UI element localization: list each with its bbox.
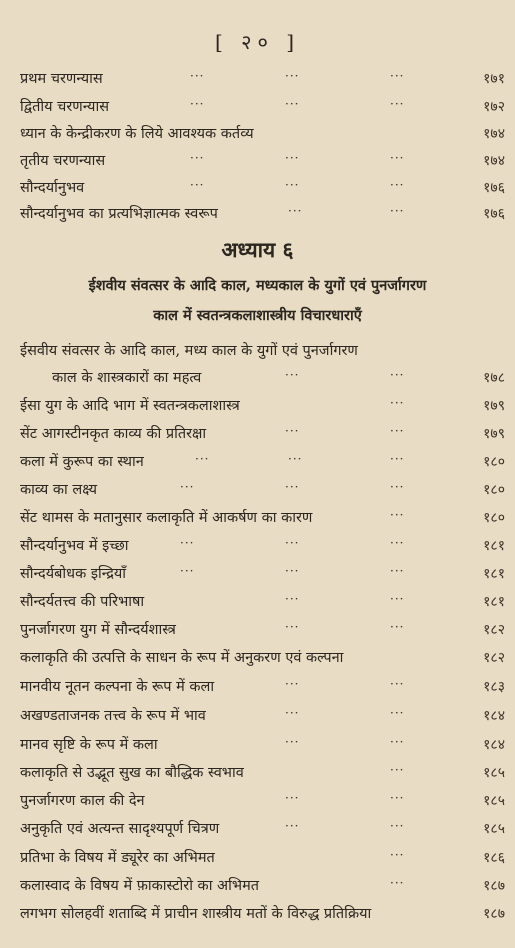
leader-dots: ··· [390, 819, 405, 833]
leader-dots: ··· [288, 204, 303, 218]
leader-dots: ··· [285, 706, 300, 720]
entry-title: सौन्दर्यानुभव में इच्छा [20, 538, 129, 554]
entry-page: १८० [483, 482, 505, 498]
toc-entry [20, 421, 505, 447]
entry-page: १८७ [483, 906, 505, 922]
entry-title: सौन्दर्यानुभव [20, 180, 85, 196]
entry-page: १८१ [483, 566, 505, 582]
toc-entry [20, 901, 505, 927]
toc-entry [20, 703, 505, 729]
leader-dots: ··· [390, 876, 405, 890]
leader-dots: ··· [288, 452, 303, 466]
leader-dots: ··· [285, 424, 300, 438]
entry-title: प्रथम चरणन्यास [20, 71, 103, 87]
entry-title: सौन्दर्यानुभव का प्रत्यभिज्ञात्मक स्वरूप [20, 206, 218, 222]
leader-dots: ··· [390, 204, 405, 218]
entry-title: काल के शास्त्रकारों का महत्व [52, 370, 202, 386]
entry-page: १८५ [483, 765, 505, 781]
entry-title: काव्य का लक्ष्य [20, 482, 98, 498]
leader-dots: ··· [390, 706, 405, 720]
entry-page: १८६ [483, 850, 505, 866]
chapter-heading: अध्याय ६ [221, 237, 294, 262]
toc-entry [20, 393, 505, 419]
leader-dots: ··· [285, 151, 300, 165]
entry-page: १८५ [483, 821, 505, 837]
toc-entry [20, 732, 505, 758]
entry-title: सेंट आगस्टीनकृत काव्य की प्रतिरक्षा [20, 426, 207, 442]
leader-dots: ··· [180, 480, 195, 494]
leader-dots: ··· [285, 480, 300, 494]
entry-page: १८० [483, 454, 505, 470]
entry-title: लगभग सोलहवीं शताब्दि में प्राचीन शास्त्रीय मतों के विरुद्ध प्रतिक्रिया [20, 906, 372, 922]
chapter-subtitle: काल में स्वतन्त्रकलाशास्त्रीय विचारधाराएँ [153, 307, 362, 324]
toc-entry [20, 760, 505, 786]
toc-entry [20, 121, 505, 147]
entry-page: १८१ [483, 538, 505, 554]
entry-title: अखण्डताजनक तत्त्व के रूप में भाव [20, 708, 206, 724]
leader-dots: ··· [390, 508, 405, 522]
toc-entry [20, 589, 505, 615]
toc-entry [20, 477, 505, 503]
leader-dots: ··· [390, 791, 405, 805]
leader-dots: ··· [285, 735, 300, 749]
entry-title: कलाकृति की उत्पत्ति के साधन के रूप में अनुकरण एवं कल्पना [20, 650, 344, 666]
entry-title: ईसवीय संवत्सर के आदि काल, मध्य काल के युगों एवं पुनर्जागरण [20, 343, 358, 359]
leader-dots: ··· [285, 368, 300, 382]
entry-page: १७८ [483, 370, 505, 386]
entry-title: अनुकृति एवं अत्यन्त सादृश्यपूर्ण चित्रण [20, 821, 220, 837]
entry-page: १८७ [483, 878, 505, 894]
page-number: [ २० ] [214, 30, 301, 54]
entry-title: ध्यान के केन्द्रीकरण के लिये आवश्यक कर्तव्य [20, 126, 254, 142]
leader-dots: ··· [180, 536, 195, 550]
entry-page: १८० [483, 510, 505, 526]
leader-dots: ··· [285, 69, 300, 83]
leader-dots: ··· [390, 368, 405, 382]
toc-entry [20, 66, 505, 92]
entry-title: कला में कुरूप का स्थान [20, 454, 144, 470]
entry-page: १८४ [483, 737, 505, 753]
leader-dots: ··· [285, 819, 300, 833]
entry-page: १७९ [483, 398, 505, 414]
entry-title: ईसा युग के आदि भाग में स्वतन्त्रकलाशास्त्र [20, 398, 240, 414]
toc-entry [20, 449, 505, 475]
entry-page: १७४ [483, 126, 505, 142]
entry-title: प्रतिभा के विषय में ड्यूरेर का अभिमत [20, 850, 215, 866]
leader-dots: ··· [285, 97, 300, 111]
entry-title: सेंट थामस के मतानुसार कलाकृति में आकर्षण का कारण [20, 510, 313, 526]
leader-dots: ··· [285, 791, 300, 805]
entry-page: १७४ [483, 153, 505, 169]
leader-dots: ··· [195, 452, 210, 466]
leader-dots: ··· [390, 763, 405, 777]
entry-title: द्वितीय चरणन्यास [20, 99, 109, 115]
entry-page: १७२ [483, 99, 505, 115]
leader-dots: ··· [285, 564, 300, 578]
toc-entry [20, 645, 505, 671]
toc-entry [20, 845, 505, 871]
leader-dots: ··· [285, 536, 300, 550]
toc-entry [20, 561, 505, 587]
toc-entry [20, 873, 505, 899]
leader-dots: ··· [190, 97, 205, 111]
toc-entry [20, 816, 505, 842]
leader-dots: ··· [190, 178, 205, 192]
entry-page: १८१ [483, 594, 505, 610]
entry-page: १७६ [483, 206, 505, 222]
leader-dots: ··· [390, 735, 405, 749]
leader-dots: ··· [390, 151, 405, 165]
leader-dots: ··· [190, 69, 205, 83]
leader-dots: ··· [390, 69, 405, 83]
toc-entry [20, 175, 505, 201]
leader-dots: ··· [180, 564, 195, 578]
entry-page: १८२ [483, 622, 505, 638]
toc-entry [20, 533, 505, 559]
toc-entry [20, 674, 505, 700]
toc-entry [20, 788, 505, 814]
toc-entry [20, 94, 505, 120]
entry-title: कलाकृति से उद्भूत सुख का बौद्धिक स्वभाव [20, 765, 244, 781]
leader-dots: ··· [190, 151, 205, 165]
entry-page: १८४ [483, 708, 505, 724]
leader-dots: ··· [285, 592, 300, 606]
toc-entry [20, 505, 505, 531]
entry-page: १८३ [483, 679, 505, 695]
leader-dots: ··· [390, 620, 405, 634]
toc-entry [20, 365, 505, 391]
entry-page: १७१ [483, 71, 505, 87]
leader-dots: ··· [390, 396, 405, 410]
toc-entry [20, 148, 505, 174]
leader-dots: ··· [390, 424, 405, 438]
leader-dots: ··· [390, 178, 405, 192]
leader-dots: ··· [390, 848, 405, 862]
entry-page: १७९ [483, 426, 505, 442]
leader-dots: ··· [390, 677, 405, 691]
leader-dots: ··· [285, 620, 300, 634]
leader-dots: ··· [390, 480, 405, 494]
toc-entry [20, 338, 505, 364]
leader-dots: ··· [390, 564, 405, 578]
entry-page: १८५ [483, 793, 505, 809]
leader-dots: ··· [285, 677, 300, 691]
chapter-subtitle: ईशवीय संवत्सर के आदि काल, मध्यकाल के युगों एवं पुनर्जागरण [88, 277, 427, 294]
leader-dots: ··· [285, 178, 300, 192]
leader-dots: ··· [390, 452, 405, 466]
leader-dots: ··· [390, 592, 405, 606]
leader-dots: ··· [390, 97, 405, 111]
entry-title: सौन्दर्यबोधक इन्द्रियाँ [20, 566, 127, 582]
entry-page: १७६ [483, 180, 505, 196]
toc-entry [20, 201, 505, 227]
entry-title: पुनर्जागरण युग में सौन्दर्यशास्त्र [20, 622, 176, 638]
entry-page: १८२ [483, 650, 505, 666]
entry-title: मानव सृष्टि के रूप में कला [20, 737, 158, 753]
entry-title: कलास्वाद के विषय में फ़ाकास्टोरो का अभिमत [20, 878, 260, 894]
toc-entry [20, 617, 505, 643]
entry-title: पुनर्जागरण काल की देन [20, 793, 145, 809]
entry-title: मानवीय नूतन कल्पना के रूप में कला [20, 679, 215, 695]
entry-title: तृतीय चरणन्यास [20, 153, 106, 169]
entry-title: सौन्दर्यतत्त्व की परिभाषा [20, 594, 145, 610]
leader-dots: ··· [390, 536, 405, 550]
